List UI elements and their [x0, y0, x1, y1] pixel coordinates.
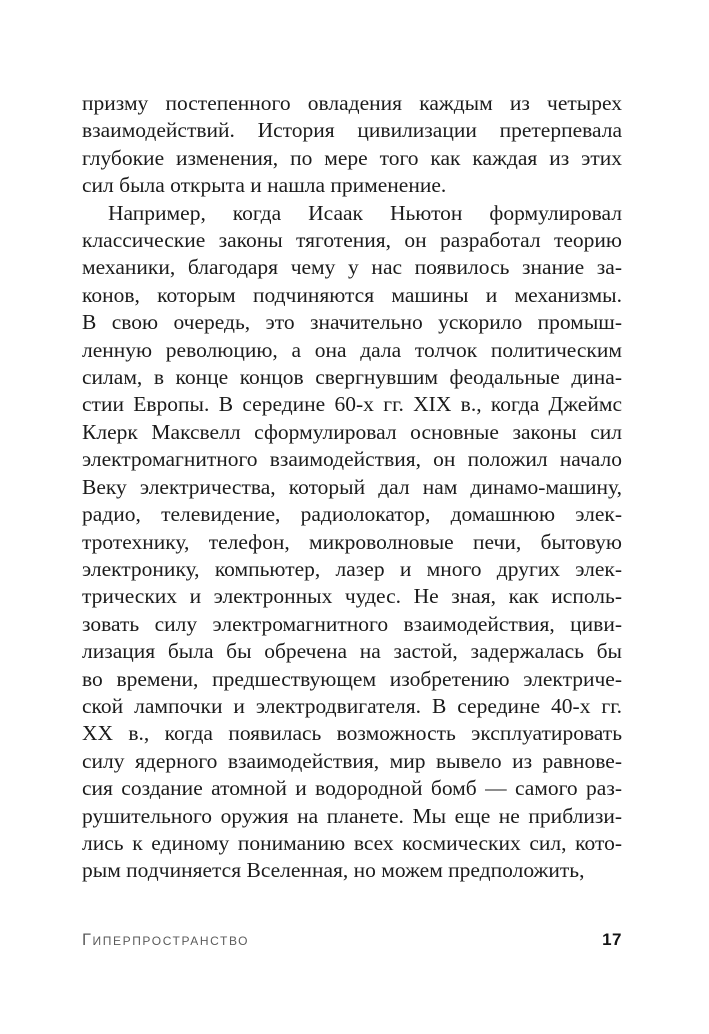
- text-line: механики, благодаря чему у нас появилось знание за-: [82, 255, 622, 280]
- text-line: силу ядерного взаимодействия, мир вывело из равнове-: [82, 748, 622, 773]
- running-footer-book-title: Гиперпространство: [82, 931, 250, 949]
- text-line: электромагнитного взаимодействия, он положил начало: [82, 447, 622, 472]
- text-line: конов, которым подчиняются машины и механизмы.: [82, 282, 622, 307]
- text-line: ленную революцию, а она дала толчок политическим: [82, 337, 622, 362]
- text-line: XX в., когда появилась возможность эксплуатировать: [82, 721, 622, 746]
- text-line: Например, когда Исаак Ньютон формулировал: [108, 200, 622, 225]
- text-line: лись к единому пониманию всех космических сил, кото-: [82, 830, 622, 855]
- text-line: стии Европы. В середине 60-х гг. XIX в., когда Джеймс: [82, 392, 622, 417]
- text-line: Веку электричества, который дал нам динамо-машину,: [82, 474, 622, 499]
- text-line: тротехнику, телефон, микроволновые печи, бытовую: [82, 529, 622, 554]
- text-line: глубокие изменения, по мере того как каждая из этих: [82, 145, 622, 170]
- text-line: взаимодействий. История цивилизации претерпевала: [82, 118, 622, 143]
- text-line: радио, телевидение, радиолокатор, домашнюю элек-: [82, 502, 622, 527]
- text-line: электронику, компьютер, лазер и много других элек-: [82, 556, 622, 581]
- page-footer: [82, 930, 622, 950]
- text-line: сия создание атомной и водородной бомб — самого раз-: [82, 776, 622, 801]
- text-line: призму постепенного овладения каждым из четырех: [82, 91, 622, 115]
- text-line: Клерк Максвелл сформулировал основные законы сил: [82, 419, 622, 444]
- text-line: рушительного оружия на планете. Мы еще не приблизи-: [82, 803, 622, 828]
- text-line: трических и электронных чудес. Не зная, как исполь-: [82, 584, 622, 609]
- text-line: зовать силу электромагнитного взаимодействия, циви-: [82, 611, 622, 636]
- page-number: 17: [602, 930, 622, 949]
- text-line: ской лампочки и электродвигателя. В середине 40-х гг.: [82, 693, 622, 718]
- text-line: рым подчиняется Вселенная, но можем предположить,: [82, 858, 585, 883]
- text-line: силам, в конце концов свергнувшим феодальные дина-: [82, 365, 622, 390]
- text-line: сил была открыта и нашла применение.: [82, 173, 447, 198]
- text-line: В свою очередь, это значительно ускорило промыш-: [82, 310, 622, 335]
- text-line: во времени, предшествующем изобретению электриче-: [82, 666, 622, 691]
- body-text: [82, 90, 622, 885]
- text-line: классические законы тяготения, он разработал теорию: [82, 228, 622, 253]
- text-line: лизация была бы обречена на застой, задержалась бы: [82, 639, 622, 664]
